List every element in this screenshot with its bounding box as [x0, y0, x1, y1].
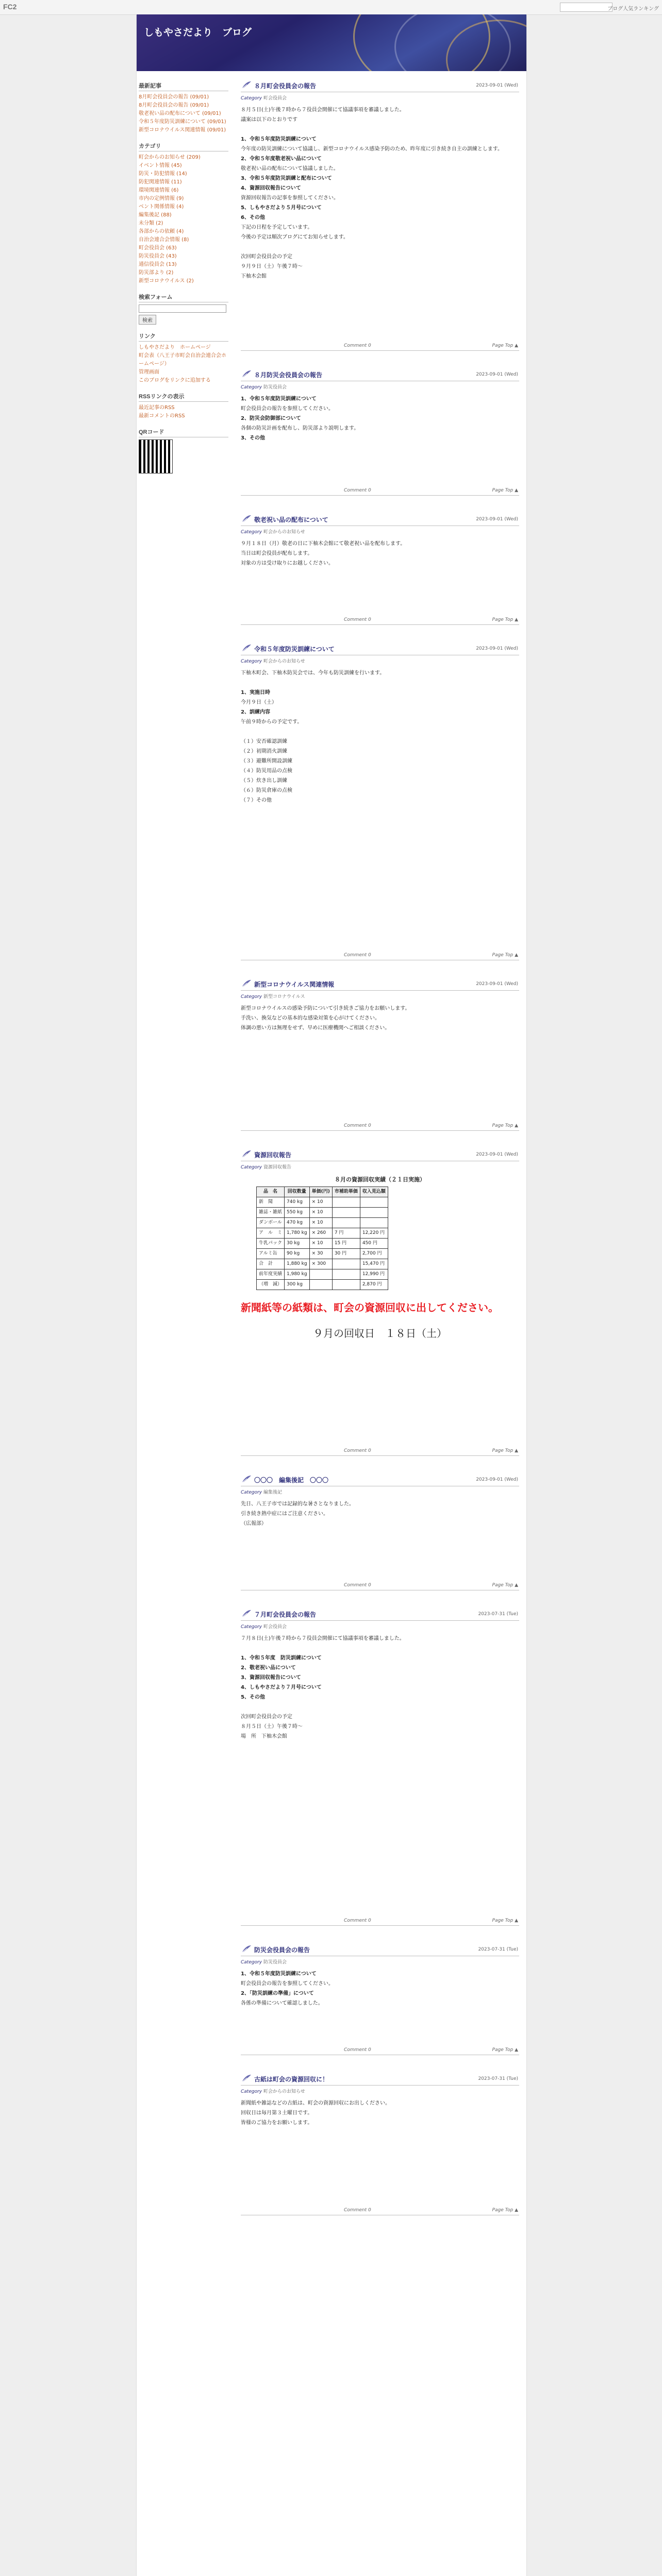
entry-date: 2023-09-01 (Wed) [476, 83, 518, 88]
entry-text: 5、その他 [241, 1694, 265, 1700]
category-link[interactable]: 防災部より (2) [139, 270, 174, 276]
entry-title-row [241, 2074, 519, 2086]
entry-text: 2、訓練内容 [241, 709, 270, 715]
entry-text: 下柚木町会、下柚木防災会では、今年も防災訓練を行います。 [241, 670, 385, 676]
entry-footer [241, 342, 519, 351]
table-cell [332, 1259, 360, 1269]
entry-text: 当日は町会役員が配布します。 [241, 551, 313, 556]
recent-entry-link[interactable]: 敬老祝い品の配布について (09/01) [139, 111, 221, 116]
entry-text: 2、敬老祝い品について [241, 1665, 296, 1671]
page-top-link[interactable]: Page Top ▲ [492, 1448, 518, 1453]
category-link[interactable]: 町会役員会 [263, 1624, 287, 1630]
entry-text: 3、その他 [241, 435, 265, 441]
page-top-link[interactable]: Page Top ▲ [492, 2047, 518, 2053]
entry-title-row [241, 369, 519, 381]
entry-text: 下記の日程を予定しています。 [241, 225, 313, 230]
entry-text: ９月１８日（月）敬老の日に下柚木会館にて敬老祝い品を配布します。 [241, 541, 406, 547]
entry-text: 今後の予定は順次ブログにてお知らせします。 [241, 234, 349, 240]
page-top-link[interactable]: Page Top ▲ [492, 953, 518, 958]
table-cell: × 30 [309, 1249, 332, 1259]
table-row [257, 1249, 388, 1259]
category-link[interactable]: イベント情報 (45) [139, 163, 182, 168]
entry-date: 2023-09-01 (Wed) [476, 981, 518, 987]
entry-body [241, 1500, 519, 1567]
entry-text: 3、資源回収報告について [241, 1675, 301, 1681]
sidebar-link[interactable]: このブログをリンクに追加する [139, 378, 211, 383]
sidebar-link[interactable]: 管理画面 [139, 369, 159, 375]
fc2-search-input[interactable] [560, 3, 613, 12]
entry-text: （７）その他 [241, 798, 272, 803]
entry-text: 次回町会役員会の予定 [241, 1714, 292, 1720]
blog-entry [241, 643, 519, 960]
entry-text: （５）炊き出し訓練 [241, 778, 287, 784]
table-cell: 前年度実績 [257, 1269, 285, 1280]
category-link[interactable]: 防災・防犯情報 (14) [139, 171, 187, 177]
recent-entry-link[interactable]: 新型コロナウイルス関連情報 (09/01) [139, 127, 226, 133]
entry-text: （２）初期消火訓練 [241, 749, 287, 754]
entry-title[interactable]: 防災会役員会の報告 [254, 1946, 310, 1954]
entry-footer [241, 1917, 519, 1926]
entry-title-row [241, 1944, 519, 1956]
category-link[interactable]: 新型コロナウイルス (2) [139, 278, 194, 284]
entry-footer [241, 487, 519, 496]
comment-link[interactable]: Comment 0 [344, 2047, 371, 2053]
table-cell [360, 1218, 388, 1228]
entry-text [241, 679, 519, 687]
entry-title[interactable]: 令和５年度防災訓練について [254, 646, 335, 653]
table-cell: 15,470 円 [360, 1259, 388, 1269]
comment-link[interactable]: Comment 0 [344, 617, 371, 622]
entry-date: 2023-07-31 (Tue) [478, 1612, 518, 1617]
table-row [257, 1280, 388, 1290]
next-collection-date: ９月の回収日 １８日（土） [313, 1328, 447, 1340]
entry-category: Category 防災役員会 [241, 1960, 287, 1965]
entry-title[interactable]: 古紙は町会の資源回収に！ [254, 2076, 329, 2083]
entry-text: （４）防災用品の点検 [241, 768, 292, 774]
table-cell: 30 円 [332, 1249, 360, 1259]
table-cell: 合 計 [257, 1259, 285, 1269]
category-link[interactable]: 防災役員会 [263, 385, 287, 390]
entry-body [241, 669, 519, 937]
table-header: 市補助単価 [332, 1187, 360, 1197]
entry-text: 町会役員会の報告を参照してください。 [241, 1981, 334, 1987]
blog-header [137, 14, 526, 71]
table-row [257, 1218, 388, 1228]
entry-text: 下柚木会館 [241, 274, 267, 279]
record-title: ８月の資源回収実績（２１日実施） [335, 1177, 425, 1183]
comment-link[interactable]: Comment 0 [344, 1123, 371, 1128]
blog-entry [241, 369, 519, 496]
table-cell [309, 1269, 332, 1280]
table-cell: 牛乳パック [257, 1239, 285, 1249]
entry-text: 先日、八王子市では記録的な暑さとなりました。 [241, 1501, 354, 1507]
blog-entry [241, 1944, 519, 2055]
table-cell: 12,220 円 [360, 1228, 388, 1239]
comment-link[interactable]: Comment 0 [344, 1448, 371, 1453]
entry-text: 町会役員会の報告を参照してください。 [241, 406, 334, 412]
blog-entry [241, 80, 519, 351]
entry-body [241, 2099, 519, 2192]
link-heading: リンク [139, 331, 228, 342]
entry-text: ８月５日(土)午後７時から７役員会開催にて協議事項を審議しました。 [241, 107, 405, 113]
entry-text: 3、令和５年度防災訓練と配布について [241, 176, 332, 181]
entry-date: 2023-07-31 (Tue) [478, 1947, 518, 1952]
table-row [257, 1259, 388, 1269]
recent-heading: 最新記事 [139, 80, 228, 91]
entry-footer [241, 1447, 519, 1456]
rss-link[interactable]: 最新コメントのRSS [139, 413, 185, 419]
feather-icon [241, 514, 252, 523]
table-cell: × 260 [309, 1228, 332, 1239]
entry-text: 場 所 下柚木会館 [241, 1734, 287, 1739]
entry-title[interactable]: ８月町会役員会の報告 [254, 82, 317, 90]
notice-red: 新聞紙等の紙類は、町会の資源回収に出してください。 [241, 1302, 499, 1314]
entry-title-row [241, 643, 519, 655]
entry-text: 1、実施日時 [241, 690, 270, 696]
feather-icon [241, 1944, 252, 1954]
entry-text: 2、令和５年度敬老祝い品について [241, 156, 322, 162]
entry-title-row [241, 80, 519, 92]
entry-footer [241, 2207, 519, 2215]
feather-icon [241, 979, 252, 988]
rss-heading: RSSリンクの表示 [139, 391, 228, 402]
entry-title[interactable]: ８月防災会役員会の報告 [254, 371, 323, 379]
entry-body [241, 540, 519, 602]
comment-link[interactable]: Comment 0 [344, 343, 371, 348]
entry-title-row [241, 514, 519, 526]
table-cell: 12,990 円 [360, 1269, 388, 1280]
table-cell: 1,880 kg [285, 1259, 310, 1269]
category-heading: カテゴリ [139, 141, 228, 151]
page-top-link[interactable]: Page Top ▲ [492, 343, 518, 348]
comment-link[interactable]: Comment 0 [344, 2208, 371, 2213]
table-cell [332, 1269, 360, 1280]
entry-body [241, 106, 519, 328]
page-top-link[interactable]: Page Top ▲ [492, 488, 518, 493]
category-link[interactable]: 防災役員会 [263, 1960, 287, 1965]
feather-icon [241, 369, 252, 379]
table-cell: アルミ缶 [257, 1249, 285, 1259]
table-cell: ア ル ミ [257, 1228, 285, 1239]
category-link[interactable]: 編集後記 [263, 1490, 283, 1495]
entry-text: ７月８日(土)午後７時から７役員会開催にて協議事項を審議しました。 [241, 1636, 405, 1641]
entry-text: 1、令和５年度防災訓練について [241, 137, 317, 142]
table-cell: 300 kg [285, 1280, 310, 1290]
table-cell [332, 1208, 360, 1218]
feather-icon [241, 80, 252, 90]
blog-entry [241, 1609, 519, 1926]
page-top-link[interactable]: Page Top ▲ [492, 1583, 518, 1588]
entry-body [241, 1005, 519, 1108]
rss-list [139, 404, 228, 420]
search-heading: 検索フォーム [139, 292, 228, 302]
entry-date: 2023-09-01 (Wed) [476, 646, 518, 651]
entry-title[interactable]: 新型コロナウイルス関連情報 [254, 981, 335, 988]
comment-link[interactable]: Comment 0 [344, 953, 371, 958]
sidebar-link[interactable]: 町会表（八王子市町会自治会連合会ホームページ） [139, 353, 226, 367]
feather-icon [241, 1609, 252, 1618]
page-top-link[interactable]: Page Top ▲ [492, 1123, 518, 1128]
entry-text [241, 126, 519, 133]
page-top-link[interactable]: Page Top ▲ [492, 2208, 518, 2213]
entry-text [241, 1703, 519, 1711]
entry-title-row [241, 1475, 519, 1486]
category-link[interactable]: 各部からの依頼 (4) [139, 229, 184, 234]
entry-text: 次回町会役員会の予定 [241, 254, 292, 260]
entry-text: （６）防災倉庫の点検 [241, 788, 292, 793]
feather-icon [241, 643, 252, 653]
entry-text: 手洗い、換気などの基本的な感染対策を心がけてください。 [241, 1015, 380, 1021]
blog-entry [241, 514, 519, 625]
entry-text: ９月９日（土）午後７時〜 [241, 264, 303, 269]
main-content [241, 80, 519, 2234]
category-link[interactable]: 町会からのお知らせ [263, 659, 305, 664]
table-cell: 1,780 kg [285, 1228, 310, 1239]
entry-text: 敬老祝い品の配布について協議しました。 [241, 166, 339, 172]
blog-entry [241, 1475, 519, 1590]
entry-body [241, 1970, 519, 2032]
entry-text [241, 728, 519, 736]
table-cell: 1,980 kg [285, 1269, 310, 1280]
table-cell: 90 kg [285, 1249, 310, 1259]
entry-category: Category 町会からのお知らせ [241, 659, 305, 664]
entry-text: 午前９時からの予定です。 [241, 719, 303, 725]
table-header: 品 名 [257, 1187, 285, 1197]
table-cell: （増 減） [257, 1280, 285, 1290]
table-cell [360, 1197, 388, 1208]
table-cell: 740 kg [285, 1197, 310, 1208]
entry-date: 2023-09-01 (Wed) [476, 517, 518, 522]
entry-text: 各係の準備について確認しました。 [241, 2001, 323, 2006]
table-cell: 550 kg [285, 1208, 310, 1218]
entry-date: 2023-09-01 (Wed) [476, 1152, 518, 1157]
table-cell: × 10 [309, 1239, 332, 1249]
category-link[interactable]: 町会からのお知らせ [263, 2089, 305, 2094]
entry-title[interactable]: 〇〇〇 編集後記 〇〇〇 [254, 1477, 329, 1484]
search-input[interactable] [139, 304, 226, 313]
table-cell: 30 kg [285, 1239, 310, 1249]
table-cell: 15 円 [332, 1239, 360, 1249]
entry-text: 1、令和５年度防災訓練について [241, 396, 317, 402]
recent-entry-link[interactable]: 8月町会役員会の報告 (09/01) [139, 103, 209, 108]
category-link[interactable]: 町会役員会 [263, 96, 287, 101]
comment-link[interactable]: Comment 0 [344, 1583, 371, 1588]
entry-text: 1、令和５年度 防災訓練について [241, 1655, 322, 1661]
table-row [257, 1239, 388, 1249]
sidebar-link[interactable]: しもやさだより ホームページ [139, 345, 211, 350]
blog-entry [241, 979, 519, 1131]
entry-title[interactable]: 敬老祝い品の配布について [254, 516, 328, 523]
category-link[interactable]: 防災役員会 (43) [139, 253, 177, 259]
fc2-topbar [0, 0, 662, 15]
recent-entry-link[interactable]: 8月町会役員会の報告 (09/01) [139, 94, 209, 100]
entry-text: ８月５日（土）午後７時〜 [241, 1724, 303, 1730]
feather-icon [241, 1149, 252, 1159]
entry-text: 1、令和５年度防災訓練について [241, 1971, 317, 1977]
entry-date: 2023-07-31 (Tue) [478, 2076, 518, 2081]
table-row [257, 1208, 388, 1218]
entry-text: 引き続き熱中症にはご注意ください。 [241, 1511, 328, 1517]
entry-text: 体調の悪い方は無理をせず、早めに医療機関へご相談ください。 [241, 1025, 390, 1031]
category-link[interactable]: 編集後記 (88) [139, 212, 172, 218]
entry-date: 2023-09-01 (Wed) [476, 1477, 518, 1482]
qr-heading: QRコード [139, 427, 228, 437]
entry-text [241, 243, 519, 251]
entry-body [241, 1635, 519, 1903]
entry-category: Category 防災役員会 [241, 385, 287, 390]
entry-text: 4、しもやさだより７月号について [241, 1685, 322, 1690]
entry-text: 4、資源回収報告について [241, 185, 301, 191]
entry-text: 6、その他 [241, 215, 265, 221]
table-header: 収入見込額 [360, 1187, 388, 1197]
qr-code-icon [139, 439, 173, 473]
comment-link[interactable]: Comment 0 [344, 488, 371, 493]
page-top-link[interactable]: Page Top ▲ [492, 1918, 518, 1923]
table-cell: 470 kg [285, 1218, 310, 1228]
entry-text: 今年度の防災訓練について協議し、新型コロナウイルス感染予防のため、昨年度に引き続き自主の訓練とします。 [241, 146, 503, 152]
category-link[interactable]: 環境関連情報 (6) [139, 188, 179, 193]
table-cell: 新 聞 [257, 1197, 285, 1208]
entry-title-row [241, 979, 519, 991]
entry-footer [241, 1582, 519, 1590]
entry-text: 資源回収報告の記事を参照してください。 [241, 195, 339, 201]
entry-title-row [241, 1609, 519, 1621]
entry-body [241, 395, 519, 472]
recent-list [139, 93, 228, 134]
entry-text: 新型コロナウイルスの感染予防について引き続きご協力をお願いします。 [241, 1006, 410, 1011]
table-cell [332, 1197, 360, 1208]
category-list [139, 154, 228, 285]
category-link[interactable]: ベント関係情報 (4) [139, 204, 184, 210]
page-top-link[interactable]: Page Top ▲ [492, 617, 518, 622]
fc2-ranking-link[interactable]: ブログ人気ランキング [607, 6, 659, 12]
entry-text: 2、「防災訓練の準備」について [241, 1991, 314, 1996]
table-cell: × 10 [309, 1218, 332, 1228]
entry-text: 各個の防災計画を配布し、防災部より説明します。 [241, 426, 359, 431]
entry-title[interactable]: 資源回収報告 [254, 1151, 292, 1159]
category-link[interactable]: 防犯関連情報 (11) [139, 179, 182, 185]
table-cell: 2,700 円 [360, 1249, 388, 1259]
entry-category: Category 町会からのお知らせ [241, 2089, 305, 2094]
category-link[interactable]: 自治会連合会情報 (8) [139, 237, 189, 243]
table-cell [360, 1208, 388, 1218]
fc2-logo[interactable]: FC2 [3, 3, 17, 11]
feather-icon [241, 2074, 252, 2083]
entry-text: 2、防災会防御部について [241, 416, 301, 421]
entry-text: 今月９日（土） [241, 700, 277, 705]
entry-footer [241, 2046, 519, 2055]
comment-link[interactable]: Comment 0 [344, 1918, 371, 1923]
entry-text: 議案は以下のとおりです [241, 117, 297, 123]
feather-icon [241, 1475, 252, 1484]
table-row [257, 1228, 388, 1239]
entry-category: Category 町会役員会 [241, 96, 287, 101]
entry-date: 2023-09-01 (Wed) [476, 372, 518, 377]
category-link[interactable]: 新型コロナウイルス [263, 994, 305, 999]
link-list [139, 344, 228, 385]
blog-title[interactable]: しもやさだより ブログ [144, 27, 252, 38]
entry-category: Category 町会からのお知らせ [241, 530, 305, 535]
entry-title[interactable]: ７月町会役員会の報告 [254, 1611, 317, 1618]
entry-text: 対象の方は受け取りにお越しください。 [241, 561, 334, 566]
recent-entry-link[interactable]: 令和５年度防災訓練について (09/01) [139, 119, 226, 125]
table-cell: × 300 [309, 1259, 332, 1269]
table-cell [332, 1218, 360, 1228]
category-link[interactable]: 町会役員会 (63) [139, 245, 177, 251]
category-link[interactable]: 町会からのお知らせ [263, 530, 305, 535]
table-cell: × 10 [309, 1197, 332, 1208]
blog-wrapper [136, 14, 527, 2576]
table-row [257, 1269, 388, 1280]
entry-text: 回収日は毎月第３土曜日です。 [241, 2110, 313, 2116]
sidebar [137, 80, 230, 473]
table-row [257, 1197, 388, 1208]
entry-category: Category 編集後記 [241, 1490, 283, 1495]
table-cell: 2,870 円 [360, 1280, 388, 1290]
category-link[interactable]: 市内の定例情報 (9) [139, 196, 184, 201]
table-cell: 450 円 [360, 1239, 388, 1249]
entry-text: 5、しもやさだより５月号について [241, 205, 322, 211]
entry-text: 皆様のご協力をお願いします。 [241, 2120, 313, 2126]
category-link[interactable]: 資源回収報告 [263, 1165, 292, 1170]
entry-footer [241, 1122, 519, 1131]
entry-text: （１）安否確認訓練 [241, 739, 287, 744]
entry-footer [241, 616, 519, 625]
rss-link[interactable]: 最近記事のRSS [139, 405, 175, 411]
entry-text: 新聞紙や雑誌などの古紙は、町会の資源回収にお出しください。 [241, 2100, 390, 2106]
blog-entry [241, 1149, 519, 1456]
blog-entry [241, 2074, 519, 2215]
table-cell: × 10 [309, 1208, 332, 1218]
table-header: 単価(円) [309, 1187, 332, 1197]
entry-footer [241, 952, 519, 960]
table-cell: ダンボール [257, 1218, 285, 1228]
table-cell: 雑誌・雑紙 [257, 1208, 285, 1218]
search-button[interactable]: 検索 [139, 315, 156, 325]
table-header: 回収数量 [285, 1187, 310, 1197]
record-table [256, 1187, 388, 1290]
table-cell: 7 円 [332, 1228, 360, 1239]
entry-body [241, 1175, 519, 1433]
table-cell [332, 1280, 360, 1290]
category-link[interactable]: 未分類 (2) [139, 221, 163, 226]
entry-category: Category 資源回収報告 [241, 1165, 292, 1170]
entry-text: （広報部） [241, 1521, 267, 1527]
category-link[interactable]: 通信役員会 (13) [139, 262, 177, 267]
entry-text [241, 1645, 519, 1652]
entry-text: （３）避難所開設訓練 [241, 758, 292, 764]
table-cell [309, 1280, 332, 1290]
entry-category: Category 新型コロナウイルス [241, 994, 305, 999]
entry-category: Category 町会役員会 [241, 1624, 287, 1630]
entry-title-row [241, 1149, 519, 1161]
category-link[interactable]: 町会からのお知らせ (209) [139, 155, 201, 160]
